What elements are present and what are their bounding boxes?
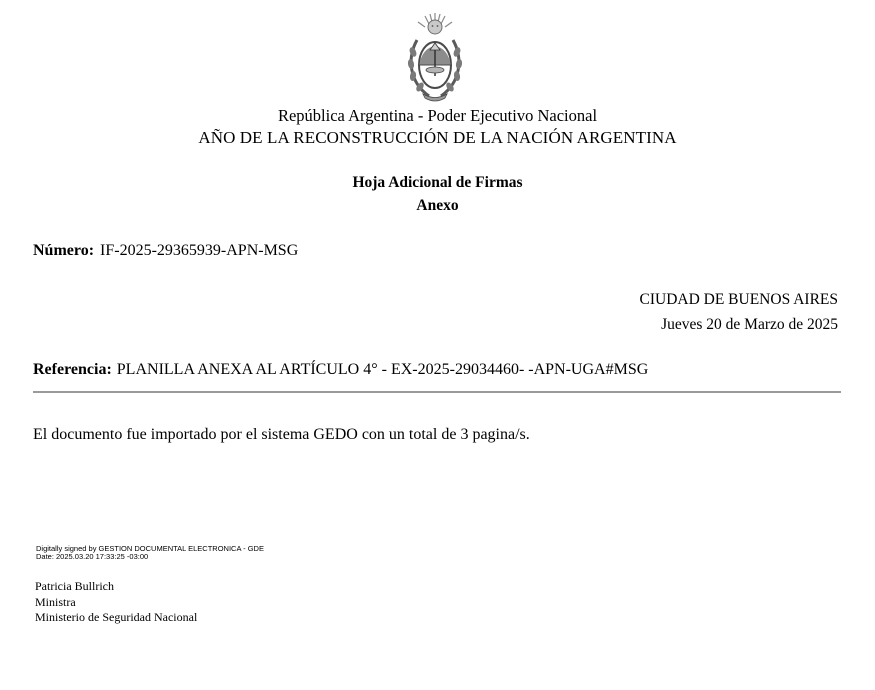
coat-of-arms-icon — [403, 10, 467, 106]
referencia-value: PLANILLA ANEXA AL ARTÍCULO 4° - EX-2025-29034460- -APN-UGA#MSG — [116, 361, 649, 378]
divider — [33, 391, 841, 393]
signer-block — [35, 579, 197, 626]
header-line-1: República Argentina - Poder Ejecutivo Nacional — [277, 106, 598, 125]
city: CIUDAD DE BUENOS AIRES — [639, 291, 838, 308]
digital-signature-signer: Digitally signed by GESTION DOCUMENTAL ELECTRONICA - GDE — [36, 544, 264, 553]
signer-name: Patricia Bullrich — [35, 579, 114, 593]
referencia-label: Referencia: — [33, 361, 112, 378]
signer-ministry: Ministerio de Seguridad Nacional — [35, 610, 198, 624]
header-line-2: AÑO DE LA RECONSTRUCCIÓN DE LA NACIÓN ARGENTINA — [198, 128, 677, 147]
digital-signature-date: Date: 2025.03.20 17:33:25 -03:00 — [36, 552, 149, 561]
signer-role: Ministra — [35, 594, 76, 609]
digital-signature-block — [36, 545, 264, 561]
document-title: Hoja Adicional de Firmas — [352, 174, 523, 191]
numero-line — [33, 242, 298, 260]
numero-label: Número: — [33, 242, 95, 259]
referencia-line — [33, 361, 648, 379]
numero-value: IF-2025-29365939-APN-MSG — [100, 242, 299, 259]
document-subtitle: Anexo — [416, 197, 459, 214]
body-text: El documento fue importado por el sistema GEDO con un total de 3 pagina/s. — [33, 426, 530, 443]
document-date: Jueves 20 de Marzo de 2025 — [661, 316, 838, 333]
